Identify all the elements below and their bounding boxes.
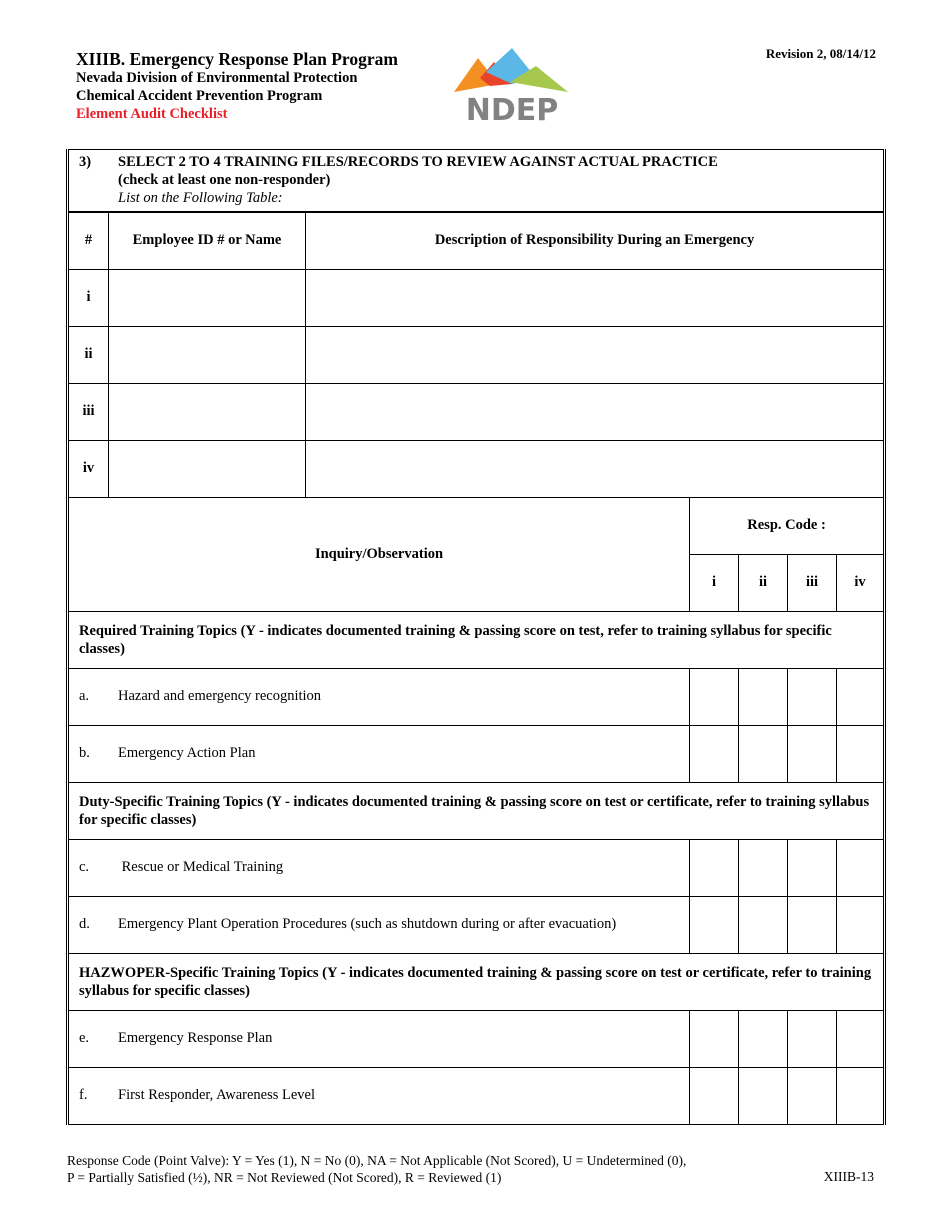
resp-cell-iv[interactable] [837, 1067, 885, 1124]
checklist-label: Element Audit Checklist [76, 106, 228, 122]
response-code-legend [67, 1152, 686, 1186]
checklist-item [68, 839, 690, 896]
topic-heading-row [68, 611, 885, 668]
required-topics-heading: Required Training Topics (Y - indicates documented training & passing score on test, refer to training syllabus for specific classes) [68, 611, 885, 668]
section-number: 3) [79, 154, 92, 170]
document-header [76, 49, 398, 123]
resp-cell-ii[interactable] [739, 839, 788, 896]
checklist-row [68, 668, 885, 725]
item-letter: e. [79, 1030, 90, 1046]
logo-text: NDEP [465, 93, 559, 126]
resp-cell-ii[interactable] [739, 1067, 788, 1124]
employee-row [68, 383, 885, 440]
section-3-header [68, 150, 885, 213]
audit-table [66, 149, 886, 1125]
revision-label: Revision 2, 08/14/12 [765, 46, 876, 61]
checklist-item [68, 725, 690, 782]
resp-cell-iii[interactable] [788, 668, 837, 725]
col-description-header: Description of Responsibility During an Emergency [306, 212, 885, 269]
employee-name-cell[interactable] [109, 383, 306, 440]
employee-name-cell[interactable] [109, 269, 306, 326]
employee-row [68, 440, 885, 497]
col-num-header: # [68, 212, 109, 269]
resp-cell-i[interactable] [690, 668, 739, 725]
resp-cell-iv[interactable] [837, 839, 885, 896]
employee-row-num: iv [68, 440, 109, 497]
checklist-row [68, 839, 885, 896]
ndep-logo-icon [450, 48, 572, 126]
employee-description-cell[interactable] [306, 440, 885, 497]
inquiry-header: Inquiry/Observation [68, 497, 690, 611]
employee-description-cell[interactable] [306, 383, 885, 440]
resp-cell-iii[interactable] [788, 839, 837, 896]
resp-cell-iii[interactable] [788, 896, 837, 953]
employee-row [68, 269, 885, 326]
duty-specific-topics-heading: Duty-Specific Training Topics (Y - indicates documented training & passing score on test or certificate, refer to training syllabus for specific classes) [68, 782, 885, 839]
resp-code-iii: iii [788, 554, 837, 611]
checklist-item [68, 668, 690, 725]
resp-cell-iv[interactable] [837, 1010, 885, 1067]
item-text: Emergency Action Plan [118, 745, 256, 761]
item-letter: b. [79, 745, 90, 761]
resp-cell-i[interactable] [690, 896, 739, 953]
item-text: Rescue or Medical Training [118, 859, 284, 875]
resp-cell-iv[interactable] [837, 725, 885, 782]
checklist-item [68, 1067, 690, 1124]
employee-row-num: i [68, 269, 109, 326]
topic-heading-row [68, 782, 885, 839]
resp-code-ii: ii [739, 554, 788, 611]
item-letter: d. [79, 916, 90, 932]
resp-cell-iii[interactable] [788, 725, 837, 782]
item-text: Hazard and emergency recognition [118, 688, 322, 704]
resp-cell-iv[interactable] [837, 668, 885, 725]
employee-description-cell[interactable] [306, 269, 885, 326]
employee-row-num: ii [68, 326, 109, 383]
resp-code-iv: iv [837, 554, 885, 611]
resp-code-header: Resp. Code : [690, 497, 885, 554]
section-subtitle: (check at least one non-responder) [118, 172, 331, 188]
legend-line-2: P = Partially Satisfied (½), NR = Not Reviewed (Not Scored), R = Reviewed (1) [67, 1170, 502, 1185]
checklist-row [68, 1010, 885, 1067]
topic-heading-row [68, 953, 885, 1010]
page-number: XIIIB-13 [823, 1169, 874, 1184]
section-title: SELECT 2 TO 4 TRAINING FILES/RECORDS TO REVIEW AGAINST ACTUAL PRACTICE [118, 154, 718, 170]
resp-cell-i[interactable] [690, 1067, 739, 1124]
resp-cell-i[interactable] [690, 725, 739, 782]
employee-name-cell[interactable] [109, 440, 306, 497]
item-letter: f. [79, 1087, 88, 1103]
resp-code-i: i [690, 554, 739, 611]
ndep-logo [450, 48, 572, 126]
legend-line-1: Response Code (Point Valve): Y = Yes (1), N = No (0), NA = Not Applicable (Not Scored), U = Undetermined (0), [67, 1153, 687, 1168]
resp-cell-iv[interactable] [837, 896, 885, 953]
col-employee-header: Employee ID # or Name [109, 212, 306, 269]
resp-cell-iii[interactable] [788, 1010, 837, 1067]
resp-cell-i[interactable] [690, 839, 739, 896]
resp-cell-ii[interactable] [739, 1010, 788, 1067]
program-name: Chemical Accident Prevention Program [76, 88, 323, 104]
item-letter: a. [79, 688, 90, 704]
employee-row [68, 326, 885, 383]
checklist-item [68, 896, 690, 953]
resp-cell-ii[interactable] [739, 896, 788, 953]
hazwoper-topics-heading: HAZWOPER-Specific Training Topics (Y - indicates documented training & passing score on test or certificate, refer to training syllabus for specific classes) [68, 953, 885, 1010]
resp-cell-iii[interactable] [788, 1067, 837, 1124]
item-text: First Responder, Awareness Level [118, 1087, 316, 1103]
checklist-item [68, 1010, 690, 1067]
item-text: Emergency Plant Operation Procedures (such as shutdown during or after evacuation) [118, 916, 617, 932]
employee-row-num: iii [68, 383, 109, 440]
section-note: List on the Following Table: [118, 190, 283, 206]
employee-name-cell[interactable] [109, 326, 306, 383]
inquiry-header-row [68, 497, 885, 554]
checklist-row [68, 896, 885, 953]
resp-cell-i[interactable] [690, 1010, 739, 1067]
resp-cell-ii[interactable] [739, 725, 788, 782]
checklist-row [68, 1067, 885, 1124]
document-title: XIIIB. Emergency Response Plan Program [76, 49, 398, 69]
item-text: Emergency Response Plan [118, 1030, 273, 1046]
checklist-row [68, 725, 885, 782]
agency-name: Nevada Division of Environmental Protection [76, 70, 358, 86]
resp-cell-ii[interactable] [739, 668, 788, 725]
employee-description-cell[interactable] [306, 326, 885, 383]
employee-header-row [68, 212, 885, 269]
item-letter: c. [79, 859, 90, 875]
